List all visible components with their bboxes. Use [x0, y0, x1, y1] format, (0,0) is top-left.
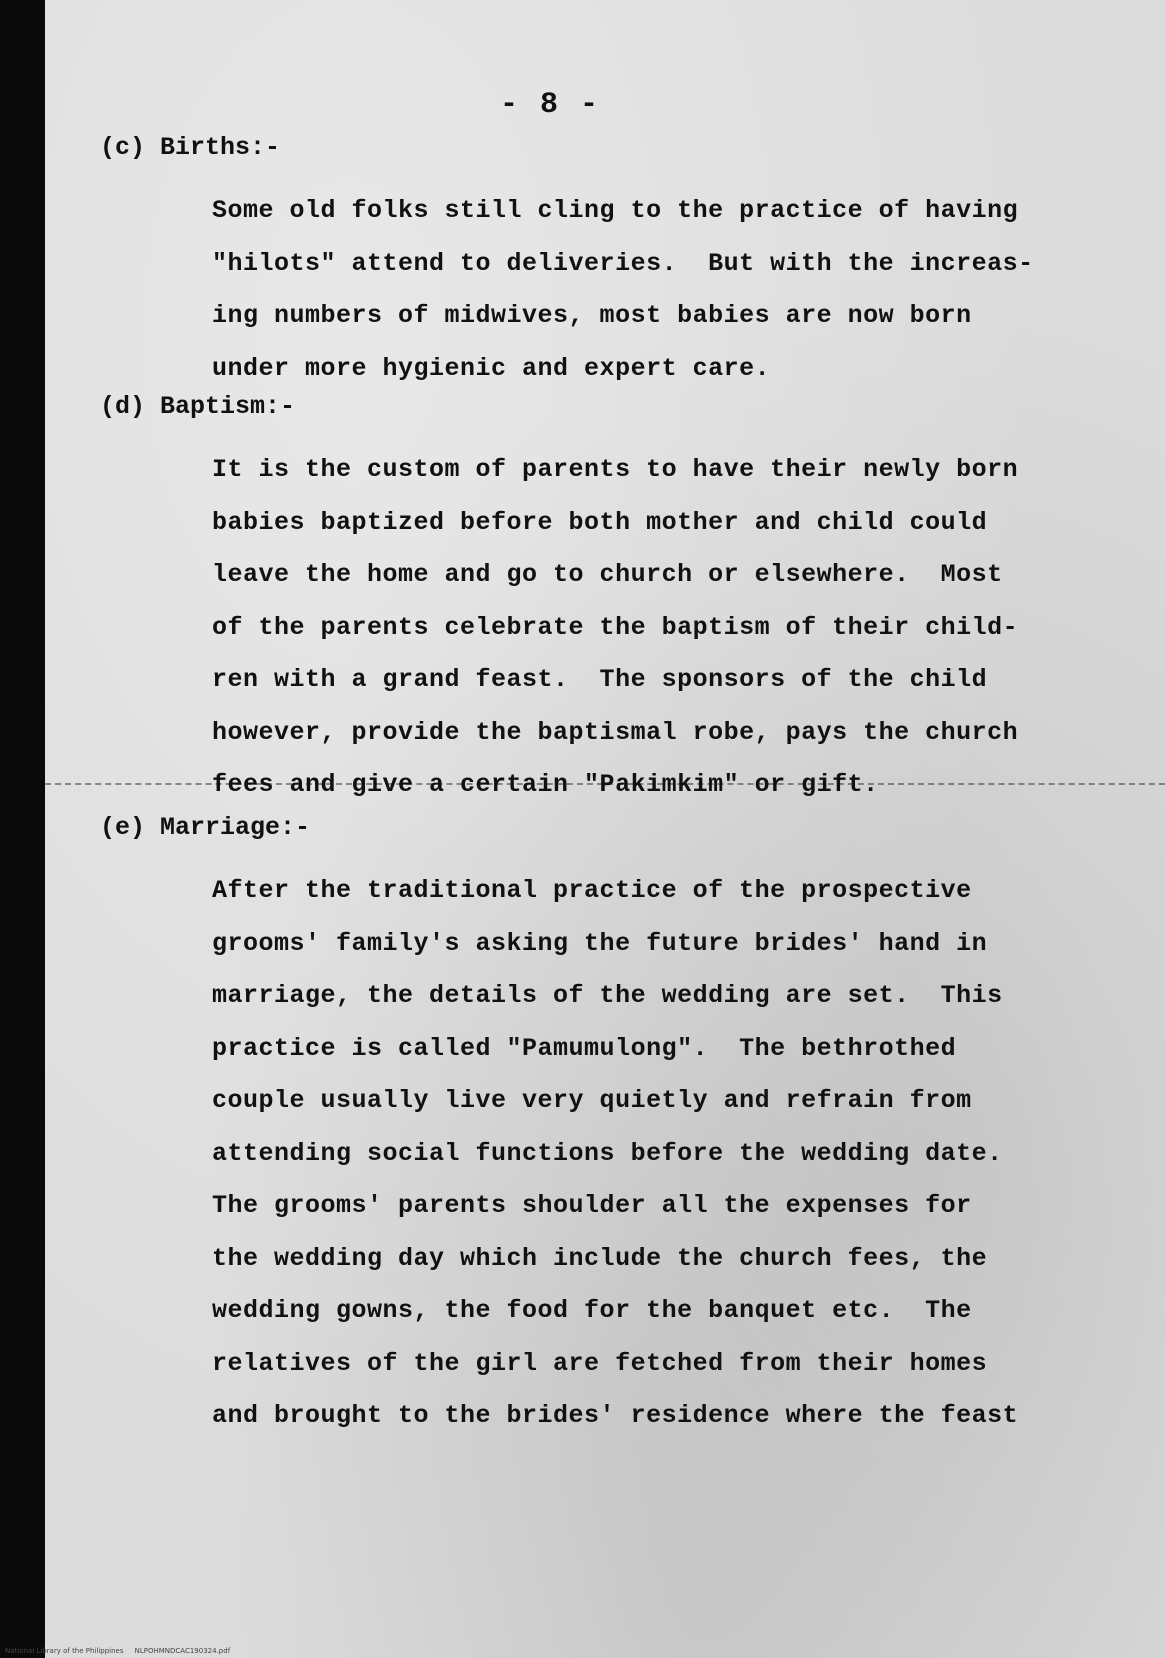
section-paragraph-baptism	[212, 444, 1092, 812]
paragraph-line: babies baptized before both mother and child could	[212, 507, 988, 537]
paragraph-line: marriage, the details of the wedding are set. This	[212, 981, 1003, 1010]
scan-edge-bar	[0, 0, 45, 1658]
paragraph-line: leave the home and go to church or elsewhere. Most	[212, 560, 1003, 589]
paragraph-line: however, provide the baptismal robe, pays the church	[212, 717, 1019, 747]
paragraph-line: ing numbers of midwives, most babies are now born	[212, 301, 972, 330]
paragraph-line: ren with a grand feast. The sponsors of the child	[212, 665, 988, 694]
paragraph-line: After the traditional practice of the prospective	[212, 876, 972, 905]
section-heading-baptism: (d) Baptism:-	[100, 392, 296, 421]
paragraph-line: attending social functions before the wedding date.	[212, 1138, 1003, 1168]
paragraph-line: and brought to the brides' residence where the feast	[212, 1401, 1019, 1430]
paragraph-line: the wedding day which include the church fees, the	[212, 1243, 988, 1273]
paragraph-line: practice is called "Pamumulong". The bethrothed	[212, 1033, 957, 1063]
page-number: - 8 -	[500, 88, 601, 122]
section-paragraph-births	[212, 185, 1092, 395]
paragraph-line: "hilots" attend to deliveries. But with the increas-	[212, 248, 1034, 278]
paragraph-line: It is the custom of parents to have their newly born	[212, 455, 1019, 484]
paragraph-line: under more hygienic and expert care.	[212, 353, 771, 383]
section-heading-births: (c) Births:-	[100, 133, 281, 162]
archive-footer: National Library of the Philippines NLPOHMNDCAC190324.pdf	[5, 1647, 231, 1655]
paragraph-line: fees and give a certain "Pakimkim" or gift.	[212, 770, 879, 799]
paragraph-line: The grooms' parents shoulder all the expenses for	[212, 1191, 972, 1220]
paragraph-line: Some old folks still cling to the practice of having	[212, 196, 1019, 225]
section-heading-marriage: (e) Marriage:-	[100, 813, 311, 842]
paragraph-line: wedding gowns, the food for the banquet etc. The	[212, 1296, 972, 1325]
paragraph-line: grooms' family's asking the future brides' hand in	[212, 928, 988, 958]
section-paragraph-marriage	[212, 865, 1092, 1443]
paragraph-line: of the parents celebrate the baptism of their child-	[212, 612, 1019, 642]
paragraph-line: relatives of the girl are fetched from their homes	[212, 1348, 988, 1378]
paragraph-line: couple usually live very quietly and refrain from	[212, 1086, 972, 1115]
